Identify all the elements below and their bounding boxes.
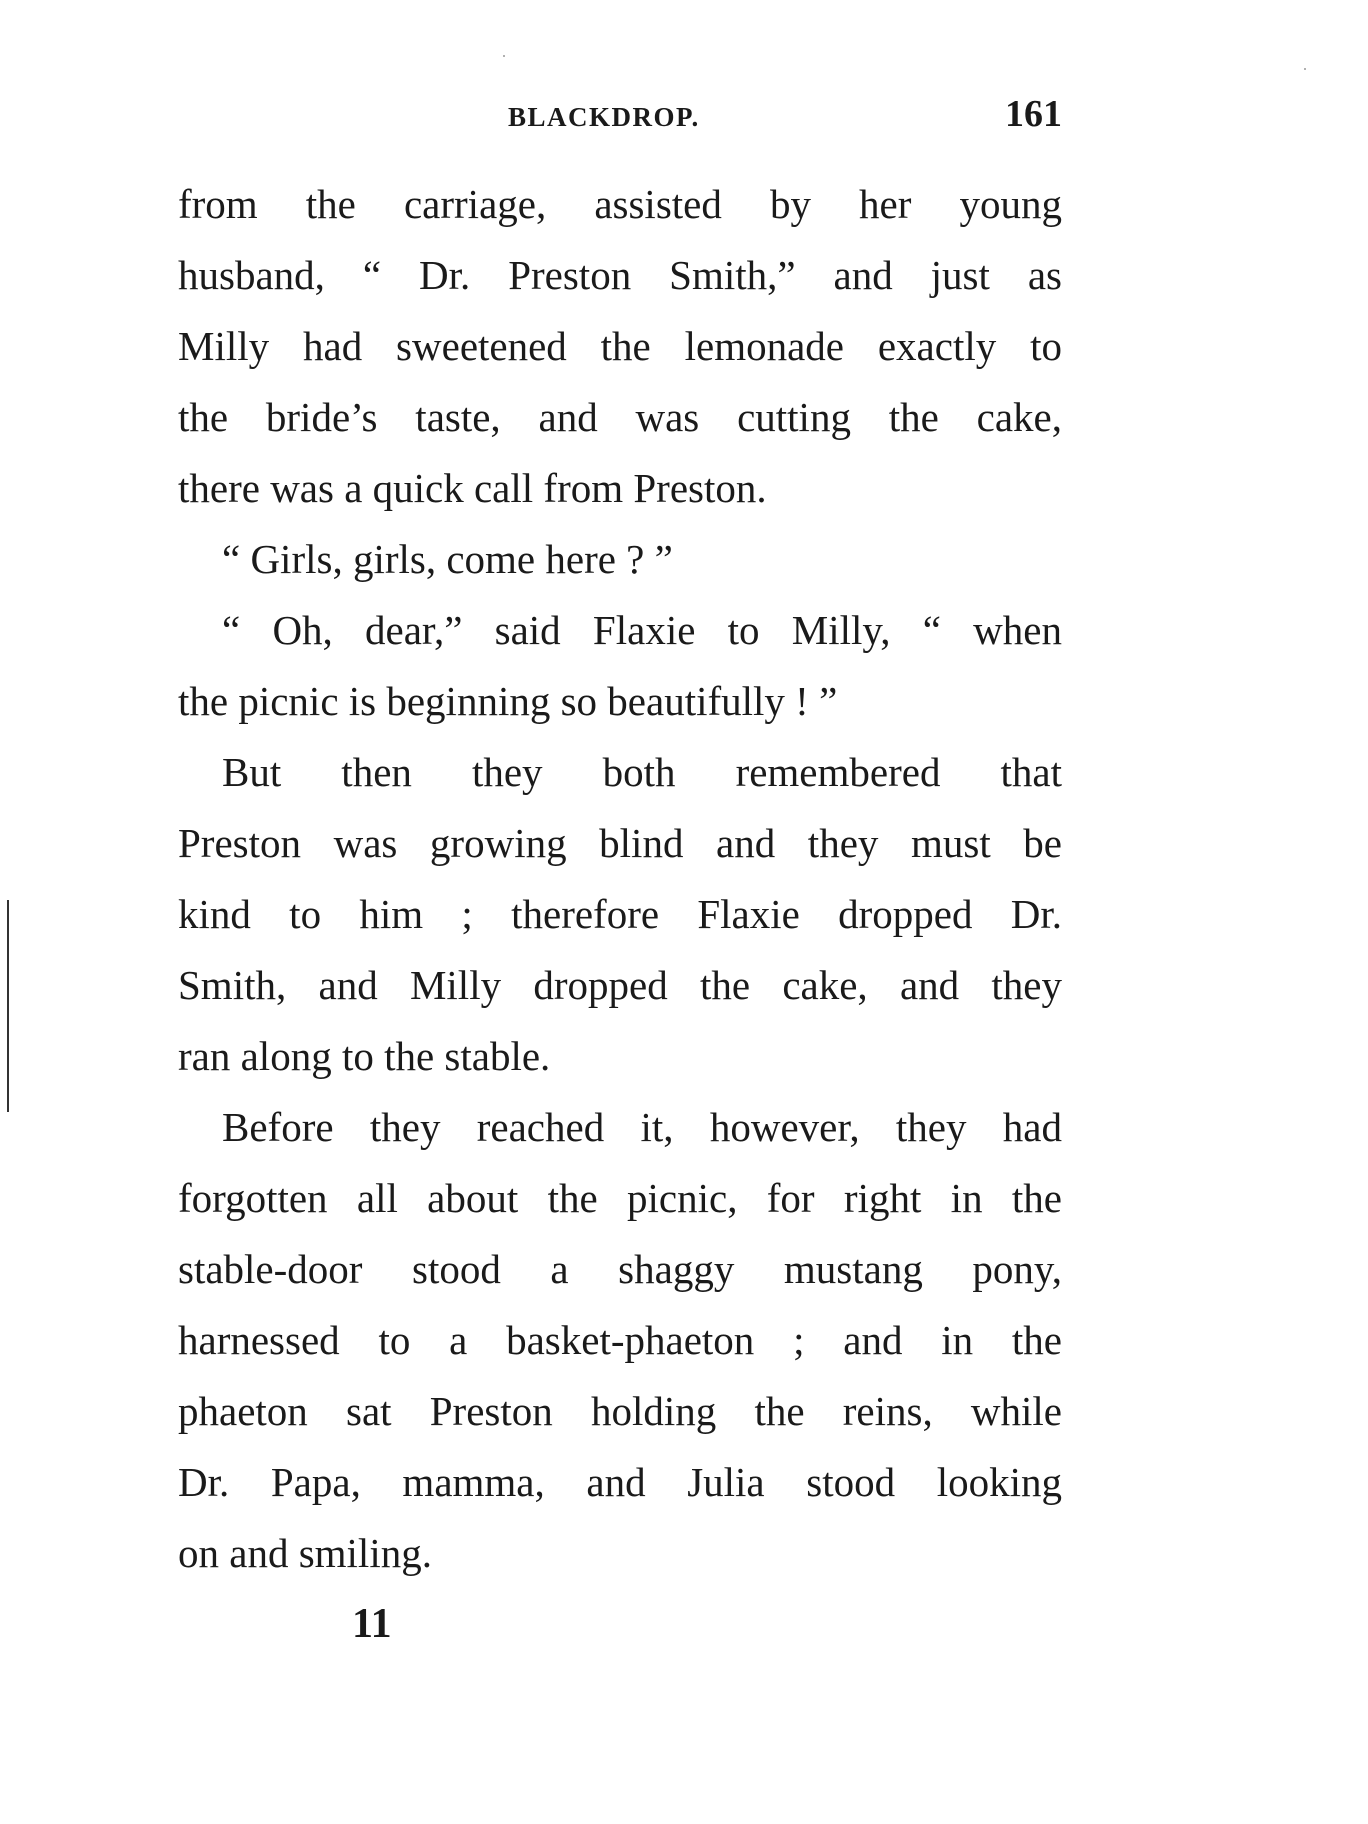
text-line: “ Oh, dear,” said Flaxie to Milly, “ when xyxy=(222,607,1062,653)
scan-speck xyxy=(1304,68,1306,70)
text-line: forgotten all about the picnic, for right in the xyxy=(178,1175,1062,1221)
body-text xyxy=(178,176,1062,1596)
text-line: there was a quick call from Preston. xyxy=(178,465,767,511)
text-line: Milly had sweetened the lemonade exactly to xyxy=(178,323,1062,369)
text-line: Before they reached it, however, they had xyxy=(222,1104,1062,1150)
text-line: from the carriage, assisted by her young xyxy=(178,181,1062,227)
text-line: on and smiling. xyxy=(178,1530,432,1576)
text-line: phaeton sat Preston holding the reins, while xyxy=(178,1388,1062,1434)
paragraph xyxy=(178,1099,1062,1596)
paragraph xyxy=(178,531,1062,602)
paragraph xyxy=(178,176,1062,531)
text-line: husband, “ Dr. Preston Smith,” and just as xyxy=(178,252,1062,298)
scan-margin-line xyxy=(7,900,9,1112)
text-line: But then they both remembered that xyxy=(222,749,1062,795)
signature-mark: 11 xyxy=(352,1601,392,1647)
paragraph xyxy=(178,744,1062,1099)
text-line: ran along to the stable. xyxy=(178,1033,551,1079)
text-line: Smith, and Milly dropped the cake, and they xyxy=(178,962,1062,1008)
page-number: 161 xyxy=(1005,93,1062,135)
text-line: harnessed to a basket-phaeton ; and in the xyxy=(178,1317,1062,1363)
text-line: Preston was growing blind and they must be xyxy=(178,820,1062,866)
text-line: stable-door stood a shaggy mustang pony, xyxy=(178,1246,1062,1292)
running-title: BLACKDROP. xyxy=(508,102,700,132)
text-line: the picnic is beginning so beautifully ! ” xyxy=(178,678,838,724)
running-head xyxy=(178,92,1062,140)
text-line: kind to him ; therefore Flaxie dropped Dr. xyxy=(178,891,1062,937)
text-line: “ Girls, girls, come here ? ” xyxy=(222,536,673,582)
scan-speck xyxy=(503,55,505,57)
text-line: the bride’s taste, and was cutting the cake, xyxy=(178,394,1062,440)
paragraph xyxy=(178,602,1062,744)
text-line: Dr. Papa, mamma, and Julia stood looking xyxy=(178,1459,1062,1505)
